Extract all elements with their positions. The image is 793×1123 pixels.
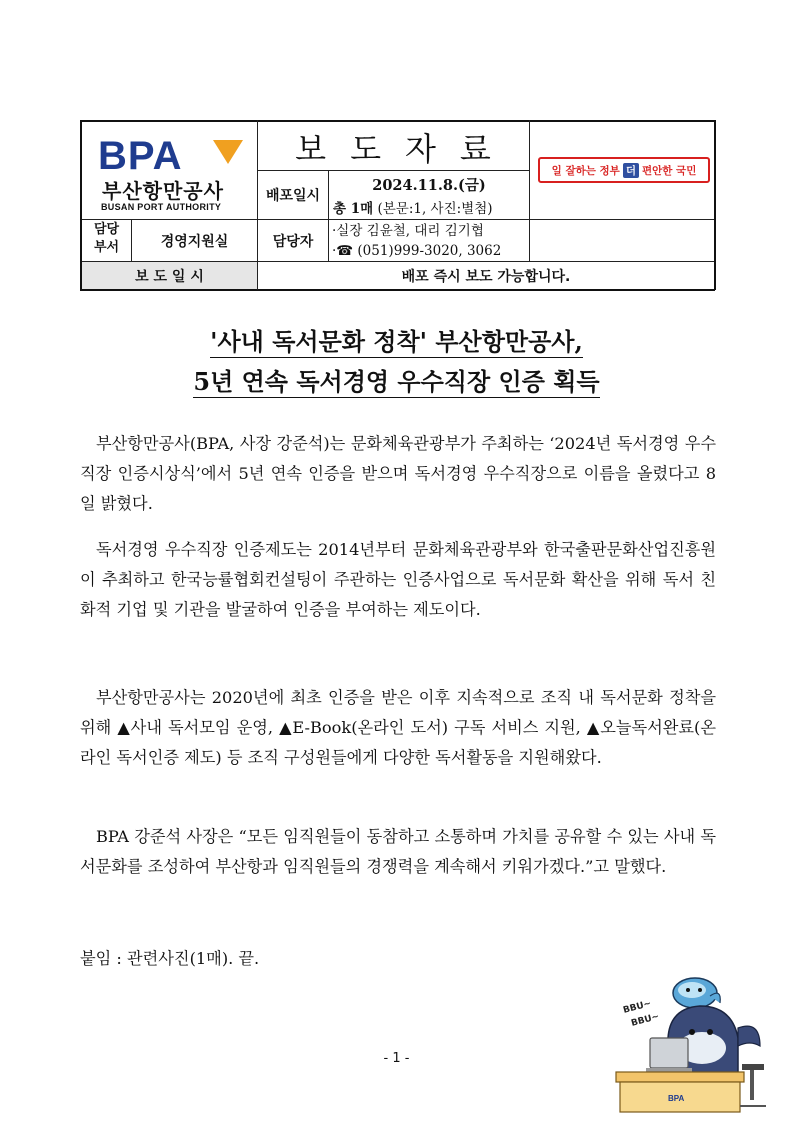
headline-line2 [0,362,793,397]
report-value: 배포 즉시 보도 가능합니다. [401,268,571,285]
headline-line1 [0,322,793,357]
desk-label: BPA [668,1094,685,1103]
body-paragraph-3: 부산항만공사는 2020년에 최초 인증을 받은 이후 지속적으로 조직 내 독서문화 정착을 위해 ▲사내 독서모임 운영, ▲E-Book(온라인 도서) 구독 서비스 지원, ▲오늘독서완료(온라인 독서인증 제도) 등 조직 구성원들에게 다양한 독서활동을 지원해왔다. [80,688,716,767]
page-number: - 1 - [383,1051,410,1066]
slogan-part2: 편안한 국민 [641,164,697,177]
bpa-logo-text: BPA [98,134,183,178]
release-title: 보도자료 [295,130,515,168]
org-name-kr: 부산항만공사 [102,179,224,203]
dept-label-line1: 담당 [93,222,120,237]
slogan-part1: 일 잘하는 정부 [551,164,620,177]
body-paragraph-4: BPA 강준석 사장은 “모든 임직원들이 동참하고 소통하며 가치를 공유할 수 있는 사내 독서문화를 조성하여 부산항과 임직원들의 경쟁력을 계속해서 키워가겠다.”고 말했다. [80,827,716,876]
contact-phone: ·☎ (051)999-3020, 3062 [332,243,502,259]
headline-line1-text: '사내 독서문화 정착' 부산항만공사, [210,327,583,356]
dist-date: 2024.11.8.(금) [372,177,486,194]
slogan-num: 더 [623,163,639,178]
body-paragraph-2: 독서경영 우수직장 인증제도는 2014년부터 문화체육관광부와 한국출판문화산업진흥원이 추최하고 한국능률협회컨설팅이 주관하는 인증사업으로 독서문화 확산을 위해 독서 친화적 기업 및 기관을 발굴하여 인증을 부여하는 제도이다. [80,540,716,619]
dist-label: 배포일시 [265,187,321,204]
attachment-note: 붙임 : 관련사진(1매). 끝. [80,949,260,968]
pages-bold: 총 1매 [333,201,374,217]
contact-info [332,221,712,261]
mascot-bubble-2: BBU~ [630,1011,661,1029]
report-label: 보 도 일 시 [82,262,257,289]
headline-line2-text: 5년 연속 독서경영 우수직장 인증 획득 [193,367,600,396]
dept-label-line2: 부서 [93,240,120,255]
pages-info [333,197,529,217]
contact-label: 담당자 [272,233,314,250]
dept-value: 경영지원실 [160,233,229,250]
mascot-illustration [610,968,780,1118]
bpa-logo-triangle-icon [213,140,243,164]
contact-names: ·실장 김윤철, 대리 김기협 [332,223,484,239]
government-slogan [538,157,710,183]
body-paragraph-1: 부산항만공사(BPA, 사장 강준석)는 문화체육관광부가 주최하는 ‘2024년 독서경영 우수직장 인증시상식’에서 5년 연속 인증을 받으며 독서경영 우수직장으로 이름을 올렸다고 8일 밝혔다. [80,434,716,513]
dept-label [82,221,131,257]
pages-detail: (본문:1, 사진:별첨) [377,201,493,217]
org-name-en: BUSAN PORT AUTHORITY [101,202,222,212]
mascot-bubble-1: BBU~ [622,998,653,1016]
